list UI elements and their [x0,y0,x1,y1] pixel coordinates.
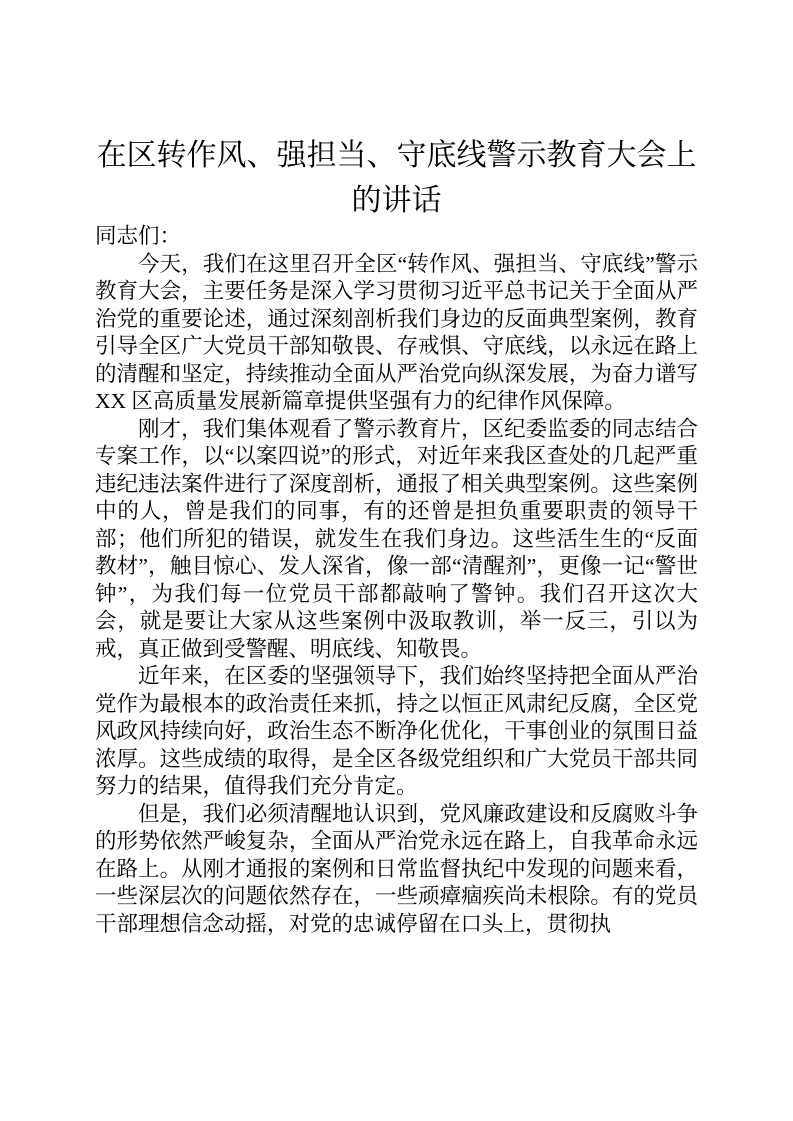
salutation: 同志们： [95,224,182,248]
paragraph-4: 但是，我们必须清醒地认识到，党风廉政建设和反腐败斗争的形势依然严峻复杂，全面从严治党永远在路上，自我革命永远在路上。从刚才通报的案例和日常监督执纪中发现的问题来看，一些深层次的问题依然存在，一些顽瘴痼疾尚未根除。有的党员干部理想信念动摇，对党的忠诚停留在口头上，贯彻执 [95,801,698,936]
document-body [95,223,698,938]
paragraph-2: 刚才，我们集体观看了警示教育片，区纪委监委的同志结合专案工作，以“以案四说”的形式，对近年来我区查处的几起严重违纪违法案件进行了深度剖析，通报了相关典型案例。这些案例中的人，曾是我们的同事，有的还曾是担负重要职责的领导干部；他们所犯的错误，就发生在我们身边。这些活生生的“反面教材”，触目惊心、发人深省，像一部“清醒剂”，更像一记“警世钟”，为我们每一位党员干部都敲响了警钟。我们召开这次大会，就是要让大家从这些案例中汲取教训，举一反三，引以为戒，真正做到受警醒、明底线、知敬畏。 [95,416,698,661]
paragraph-1: 今天，我们在这里召开全区“转作风、强担当、守底线”警示教育大会，主要任务是深入学习贯彻习近平总书记关于全面从严治党的重要论述，通过深刻剖析我们身边的反面典型案例，教育引导全区广大党员干部知敬畏、存戒惧、守底线，以永远在路上的清醒和坚定，持续推动全面从严治党向纵深发展，为奋力谱写 XX 区高质量发展新篇章提供坚强有力的纪律作风保障。 [95,251,698,413]
document-title: 在区转作风、强担当、守底线警示教育大会上的讲话 [96,139,697,217]
paragraph-3: 近年来，在区委的坚强领导下，我们始终坚持把全面从严治党作为最根本的政治责任来抓，持之以恒正风肃纪反腐，全区党风政风持续向好，政治生态不断净化优化，干事创业的氛围日益浓厚。这些成绩的取得，是全区各级党组织和广大党员干部共同努力的结果，值得我们充分肯定。 [95,664,698,798]
